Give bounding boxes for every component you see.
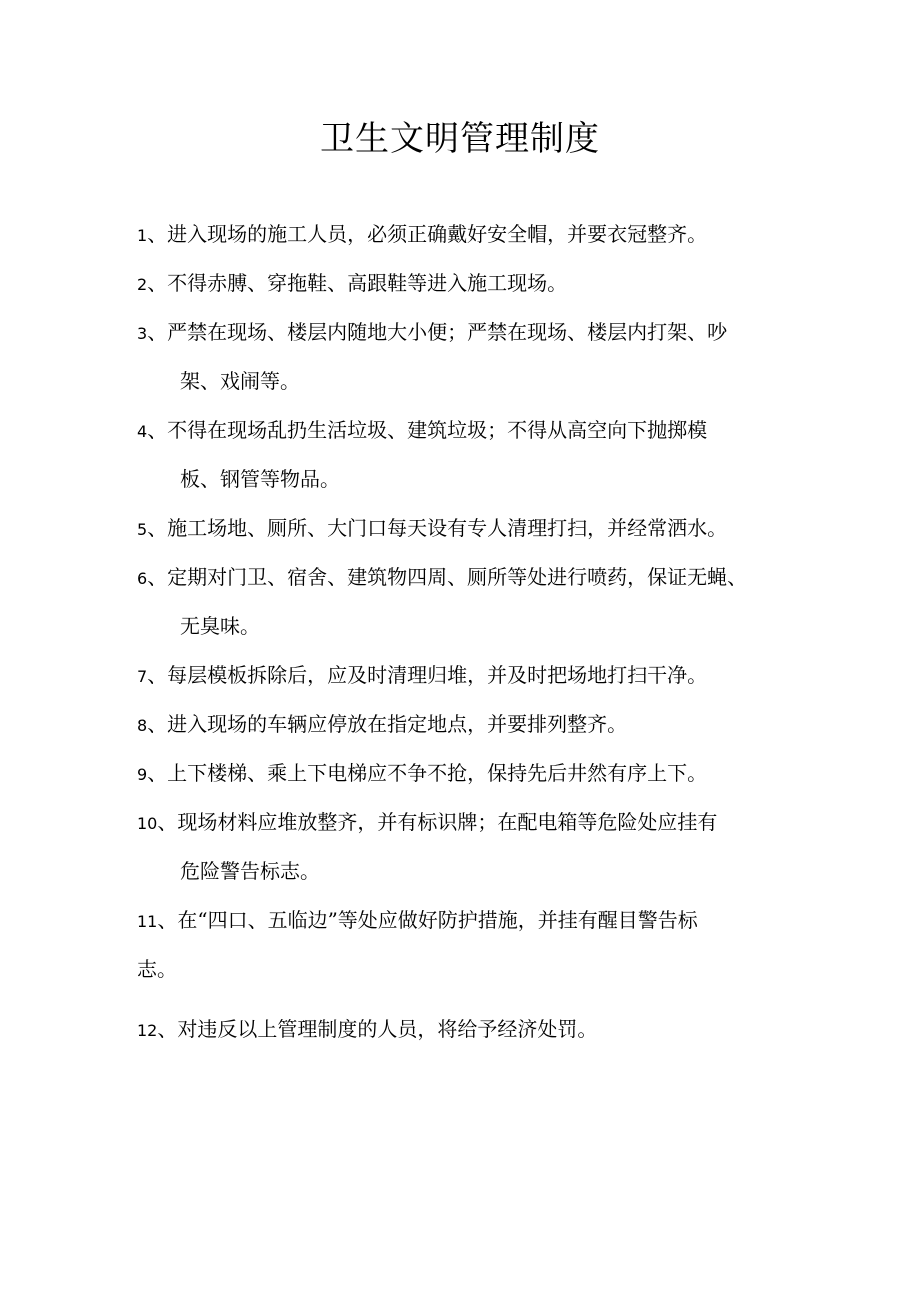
list-item-continuation: 架、戏闹等。 — [180, 369, 300, 393]
list-item — [137, 220, 707, 250]
item-text: 、上下楼梯、乘上下电梯应不争不抢，保持先后井然有序上下。 — [147, 761, 708, 785]
list-item — [137, 906, 698, 936]
item-text: 、不得在现场乱扔生活垃圾、建筑垃圾；不得从高空向下抛掷模 — [147, 418, 708, 442]
item-number: 7 — [137, 667, 148, 686]
list-item — [137, 269, 567, 299]
list-item — [137, 1015, 597, 1045]
item-text: 、进入现场的施工人员，必须正确戴好安全帽，并要衣冠整齐。 — [147, 222, 708, 246]
item-text: 、施工场地、厕所、大门口每天设有专人清理打扫，并经常洒水。 — [147, 516, 728, 540]
item-number: 3 — [137, 324, 148, 343]
item-number: 6 — [137, 569, 148, 588]
list-item-continuation: 危险警告标志。 — [180, 859, 320, 883]
list-item — [137, 710, 627, 740]
item-text: 、现场材料应堆放整齐，并有标识牌；在配电箱等危险处应挂有 — [157, 810, 718, 834]
list-item — [137, 514, 727, 544]
item-text: 、定期对门卫、宿舍、建筑物四周、厕所等处进行喷药，保证无蝇、 — [147, 565, 748, 589]
item-text: 、对违反以上管理制度的人员，将给予经济处罚。 — [157, 1017, 598, 1041]
list-item — [137, 759, 707, 789]
item-number: 11 — [137, 912, 158, 931]
item-number: 2 — [137, 275, 148, 294]
list-item — [137, 318, 727, 348]
list-item — [137, 808, 717, 838]
item-number: 1 — [137, 226, 148, 245]
item-number: 10 — [137, 814, 158, 833]
list-item — [137, 661, 707, 691]
list-item-continuation: 板、钢管等物品。 — [180, 467, 340, 491]
item-number: 12 — [137, 1021, 158, 1040]
item-text: 、进入现场的车辆应停放在指定地点，并要排列整齐。 — [147, 712, 628, 736]
document-title: 卫生文明管理制度 — [320, 119, 600, 159]
item-number: 8 — [137, 716, 148, 735]
item-text: 、每层模板拆除后，应及时清理归堆，并及时把场地打扫干净。 — [147, 663, 708, 687]
item-text: 、严禁在现场、楼层内随地大小便；严禁在现场、楼层内打架、吵 — [147, 320, 728, 344]
list-item — [137, 416, 707, 446]
list-item-continuation: 无臭味。 — [180, 614, 260, 638]
item-number: 9 — [137, 765, 148, 784]
item-number: 5 — [137, 520, 148, 539]
item-text: 、不得赤膊、穿拖鞋、高跟鞋等进入施工现场。 — [147, 271, 568, 295]
item-text: 、在“四口、五临边”等处应做好防护措施，并挂有醒目警告标 — [157, 908, 698, 932]
item-number: 4 — [137, 422, 148, 441]
list-item — [137, 563, 747, 593]
list-item-continuation: 志。 — [137, 957, 177, 981]
